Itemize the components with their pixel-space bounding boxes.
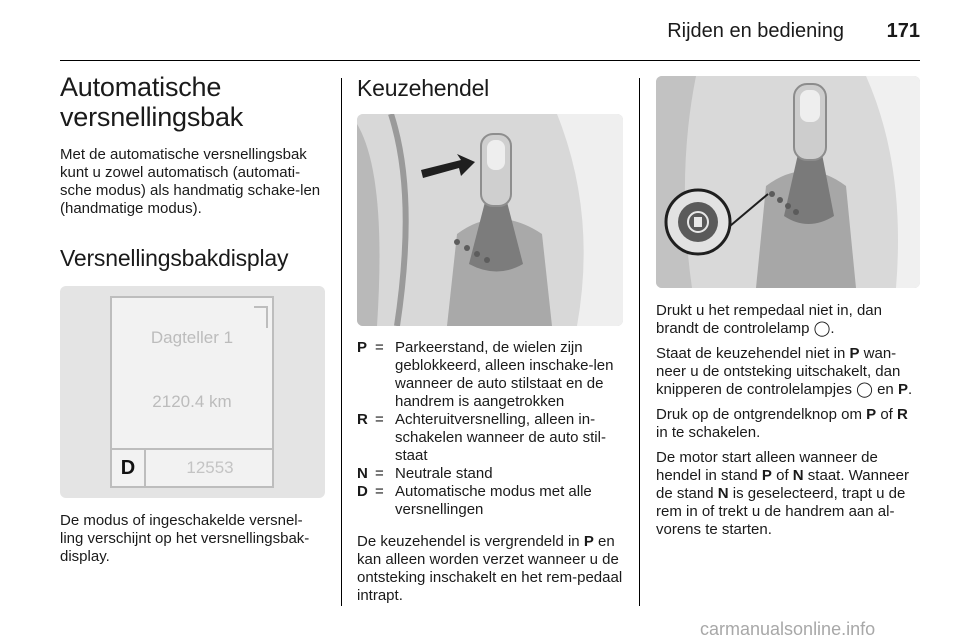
page-number: 171 bbox=[886, 20, 920, 42]
column-selector-lever-cont bbox=[656, 72, 920, 539]
definition-key: R bbox=[357, 411, 368, 428]
section-heading: Automatische versnellingsbak bbox=[60, 72, 244, 132]
release-button-paragraph: Druk op de ontgrendelknop om P of R in te schakelen. bbox=[656, 406, 908, 441]
definition-key: D bbox=[357, 483, 368, 500]
definition-row: P = Parkeerstand, de wielen zijn geblokkeerd, alleen inschake-len wanneer de auto stilstaat en de handrem is aangetrokken bbox=[357, 339, 623, 411]
definition-row: R = Achteruitversnelling, alleen in-schakelen wanneer de auto stil-staat bbox=[357, 411, 623, 465]
brake-warning-icon: ◯ bbox=[813, 320, 831, 337]
column-selector-lever bbox=[357, 72, 623, 605]
intro-paragraph: Met de automatische versnellingsbak kunt u zowel automatisch (automati-sche modus) als handmatig schake-len (handmatige modus). bbox=[60, 146, 321, 217]
header-rule bbox=[60, 60, 920, 61]
brake-warning-icon: ◯ bbox=[856, 381, 873, 398]
gear-definitions bbox=[357, 339, 623, 519]
section-title: Rijden en bediening bbox=[667, 20, 844, 42]
page-header bbox=[60, 14, 920, 58]
definition-key: P bbox=[357, 339, 368, 356]
selector-lever-photo bbox=[357, 114, 623, 326]
definition-key: N bbox=[357, 465, 368, 482]
column-automatic-gearbox bbox=[60, 72, 325, 566]
watermark: carmanualsonline.info bbox=[700, 619, 876, 639]
engine-start-paragraph: De motor start alleen wanneer de hendel in stand P of N staat. Wanneer de stand N is geselecteerd, trapt u de rem in of trekt u de handrem aan al-vorens te starten. bbox=[656, 449, 909, 538]
definition-row: D = Automatische modus met alle versnellingen bbox=[357, 483, 623, 519]
gear-indicator: D bbox=[112, 450, 146, 486]
release-button-photo bbox=[656, 76, 920, 288]
definition-text: Achteruitversnelling, alleen in-schakelen wanneer de auto stil-staat bbox=[395, 411, 606, 464]
odometer: 12553 bbox=[186, 458, 234, 477]
column-divider bbox=[341, 78, 342, 606]
selector-lever-illustration bbox=[357, 114, 623, 326]
lock-paragraph: De keuzehendel is vergrendeld in P en kan alleen worden verzet wanneer u de ontsteking inschakelt en het rem-pedaal intrapt. bbox=[357, 533, 623, 604]
gearbox-display bbox=[110, 296, 274, 488]
figure-caption: De modus of ingeschakelde versnel-ling verschijnt op het versnellingsbak-display. bbox=[60, 512, 310, 565]
display-page-icon bbox=[254, 306, 268, 328]
definition-text: Neutrale stand bbox=[395, 465, 493, 482]
gearbox-display-figure bbox=[60, 286, 325, 498]
release-button-illustration bbox=[656, 76, 920, 288]
ignition-off-paragraph: Staat de keuzehendel niet in P wan-neer u de ontsteking uitschakelt, dan knipperen de controlelampjes ◯ en P. bbox=[656, 345, 913, 398]
column-divider bbox=[639, 78, 640, 606]
definition-text: Automatische modus met alle versnellingen bbox=[395, 483, 592, 518]
brake-lamp-paragraph: Drukt u het rempedaal niet in, dan brandt de controlelamp ◯. bbox=[656, 302, 882, 337]
display-bottom-row bbox=[112, 448, 272, 486]
trip-distance: 2120.4 km bbox=[152, 392, 232, 411]
trip-label: Dagteller 1 bbox=[150, 328, 234, 347]
subheading: Versnellingsbakdisplay bbox=[60, 245, 289, 271]
section-heading: Keuzehendel bbox=[357, 75, 490, 101]
definition-text: Parkeerstand, de wielen zijn geblokkeerd, alleen inschake-len wanneer de auto stilstaat en de handrem is aangetrokken bbox=[395, 339, 614, 410]
definition-row: N = Neutrale stand bbox=[357, 465, 623, 483]
